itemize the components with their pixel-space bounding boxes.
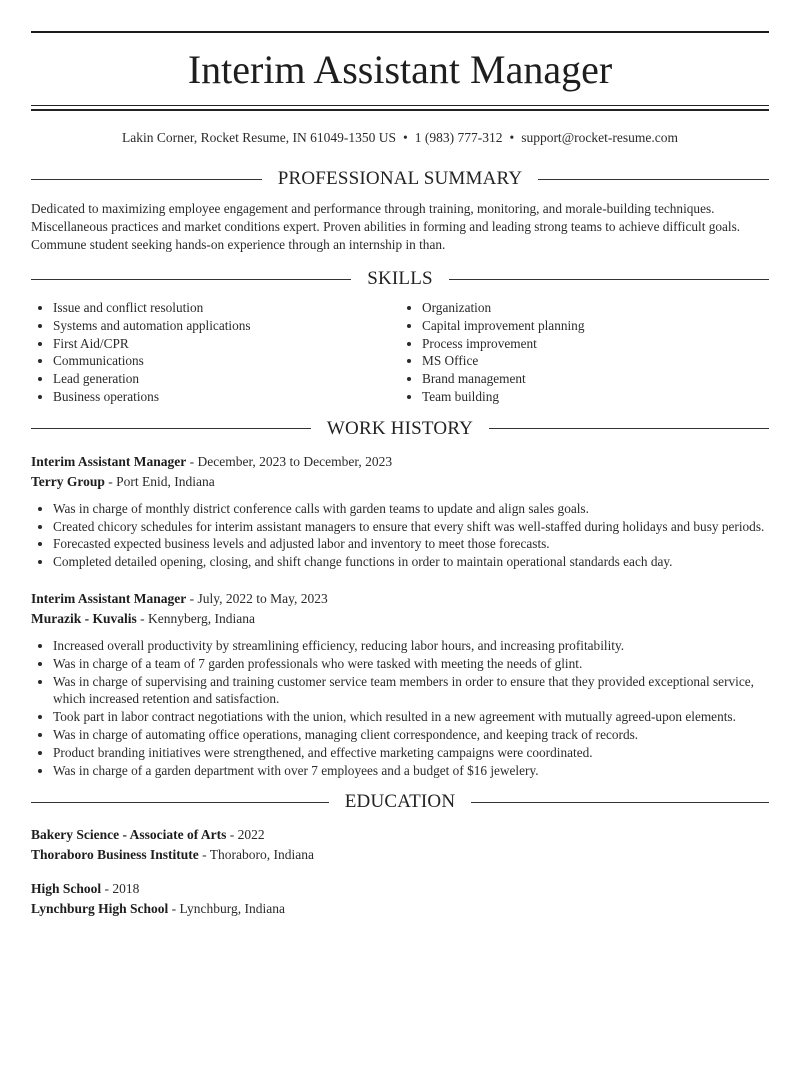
job-bullet: • Was in charge of monthly district conference calls with garden teams to update and align sales goals.: [53, 500, 769, 518]
job-bullet: • Created chicory schedules for interim assistant managers to ensure that every shift was well-staffed during holidays and busy periods.: [53, 518, 769, 536]
job-bullet: • Product branding initiatives were strengthened, and effective marketing campaigns were coordinated.: [53, 744, 769, 762]
job-bullet: • Was in charge of a team of 7 garden professionals who were tasked with meeting the needs of glint.: [53, 655, 769, 673]
education-school: Lynchburg High School: [31, 901, 169, 917]
job-bullet: • Forecasted expected business levels and adjusted labor and inventory to meet those forecasts.: [53, 535, 769, 553]
education-entry: [31, 879, 769, 919]
section-heading-education: EDUCATION: [31, 791, 769, 813]
education-location: - Lynchburg, Indiana: [168, 901, 286, 917]
education-year: - 2022: [226, 827, 265, 843]
skill-item: • Process improvement: [422, 335, 769, 353]
skill-item: • Brand management: [422, 370, 769, 388]
contact-line: [31, 130, 769, 146]
divider: [31, 802, 329, 803]
bullet-separator: •: [402, 130, 408, 145]
job-company: Murazik - Kuvalis: [31, 610, 137, 626]
contact-address: Lakin Corner, Rocket Resume, IN 61049-1350 US: [122, 130, 396, 145]
job-location: - Kennyberg, Indiana: [136, 610, 255, 626]
education-school: Thoraboro Business Institute: [31, 847, 199, 863]
job-company: Terry Group: [31, 473, 105, 489]
section-heading-skills: SKILLS: [31, 268, 769, 290]
skill-item: • Capital improvement planning: [422, 317, 769, 335]
job-location: - Port Enid, Indiana: [104, 473, 215, 489]
title-double-rule: [31, 105, 769, 111]
job-bullets: [31, 637, 769, 779]
skill-item: • Team building: [422, 388, 769, 406]
top-rule: [31, 31, 769, 33]
education-entry: [31, 825, 769, 865]
resume-page: [0, 31, 800, 919]
job-bullet: • Was in charge of automating office operations, managing client correspondence, and keeping track of records.: [53, 726, 769, 744]
divider: [471, 802, 769, 803]
job-entry: [31, 589, 769, 779]
skill-item: • First Aid/CPR: [53, 335, 400, 353]
skill-item: • Organization: [422, 299, 769, 317]
skill-item: • Communications: [53, 352, 400, 370]
job-bullet: • Was in charge of a garden department with over 7 employees and a budget of $16 jewelery.: [53, 762, 769, 780]
job-entry: [31, 452, 769, 571]
resume-title: Interim Assistant Manager: [187, 47, 613, 92]
skills-column-right: [400, 299, 769, 406]
job-bullet: • Was in charge of supervising and training customer service team members in order to ensure that they provided exceptional service, which increased retention and satisfaction.: [53, 673, 769, 709]
summary-text: Dedicated to maximizing employee engagement and performance through training, monitoring, and morale-building techniques. Miscellaneous practices and market conditions expert. Proven abilities in forming and leading strong teams to achieve difficult goals. Commune student seeking hands-on experience through an internship in than.: [31, 201, 741, 252]
job-title: Interim Assistant Manager: [31, 453, 187, 469]
job-bullet: • Completed detailed opening, closing, and shift change functions in order to maintain operational standards each day.: [53, 553, 769, 571]
contact-email: support@rocket-resume.com: [521, 130, 678, 145]
education-degree: Bakery Science - Associate of Arts: [31, 827, 227, 843]
skills-column-left: [31, 299, 400, 406]
job-dates: - July, 2022 to May, 2023: [186, 590, 328, 606]
job-dates: - December, 2023 to December, 2023: [186, 453, 393, 469]
divider: [31, 279, 351, 280]
job-title: Interim Assistant Manager: [31, 590, 187, 606]
job-bullets: [31, 500, 769, 571]
divider: [449, 279, 769, 280]
skill-item: • Issue and conflict resolution: [53, 299, 400, 317]
skill-item: • Systems and automation applications: [53, 317, 400, 335]
divider: [538, 179, 769, 180]
divider: [489, 428, 769, 429]
job-bullet: • Took part in labor contract negotiations with the union, which resulted in a new agreement with mutually agreed-upon elements.: [53, 708, 769, 726]
divider: [31, 428, 311, 429]
skills-list: [31, 299, 769, 406]
job-bullet: • Increased overall productivity by streamlining efficiency, reducing labor hours, and increasing profitability.: [53, 637, 769, 655]
bullet-separator: •: [509, 130, 515, 145]
section-heading-summary: PROFESSIONAL SUMMARY: [31, 168, 769, 190]
contact-phone: 1 (983) 777-312: [414, 130, 503, 145]
skill-item: • Lead generation: [53, 370, 400, 388]
section-heading-work-history: WORK HISTORY: [31, 418, 769, 440]
skill-item: • MS Office: [422, 352, 769, 370]
education-degree: High School: [31, 881, 102, 897]
skill-item: • Business operations: [53, 388, 400, 406]
divider: [31, 179, 262, 180]
education-year: - 2018: [101, 881, 140, 897]
education-location: - Thoraboro, Indiana: [198, 847, 315, 863]
